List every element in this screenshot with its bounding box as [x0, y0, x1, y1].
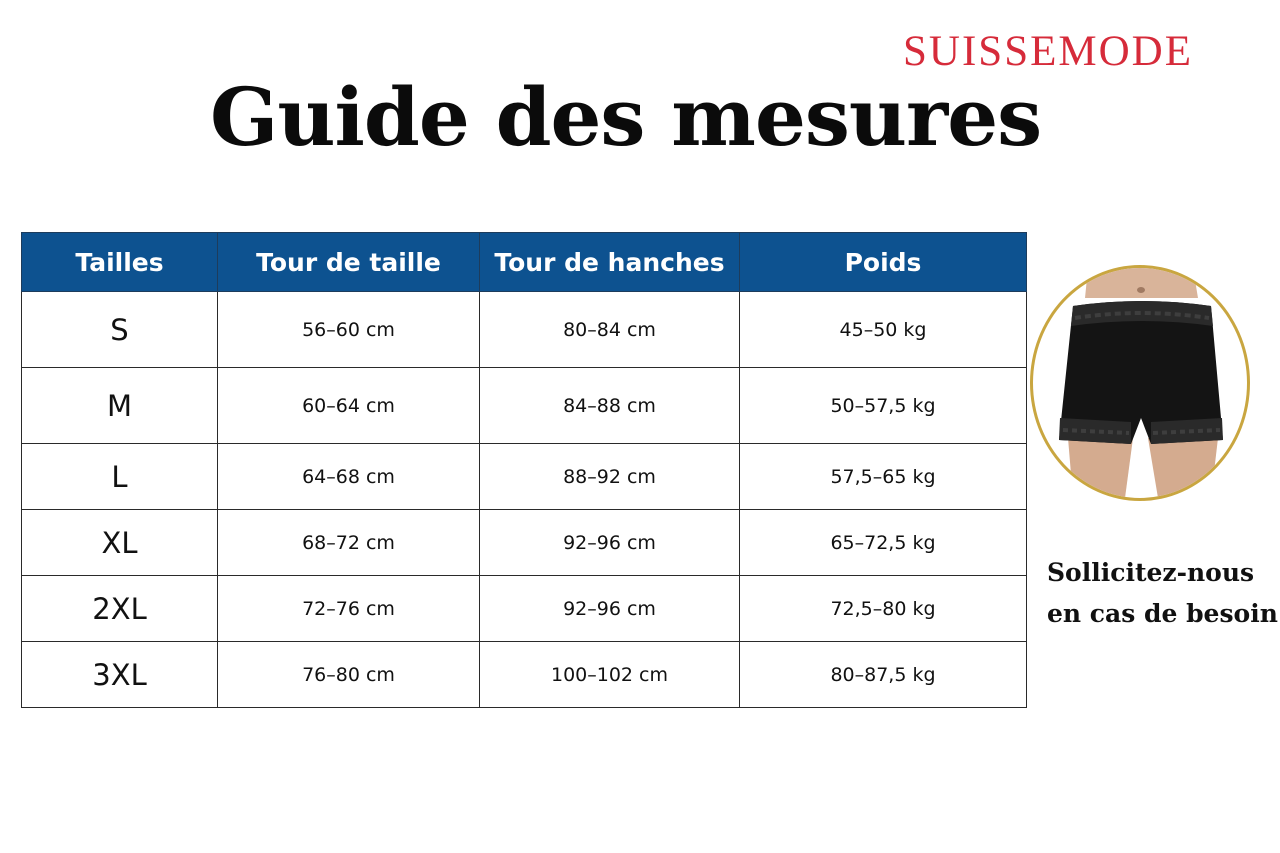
table-row: [22, 510, 1027, 576]
header-waist: Tour de taille: [218, 233, 480, 292]
shorts-illustration: [1033, 268, 1247, 498]
size-table: [21, 232, 1027, 708]
weight-cell: 80–87,5 kg: [740, 642, 1027, 708]
waist-cell: 76–80 cm: [218, 642, 480, 708]
table-row: [22, 576, 1027, 642]
size-cell: M: [22, 368, 218, 444]
size-cell: 3XL: [22, 642, 218, 708]
hips-cell: 100–102 cm: [480, 642, 740, 708]
waist-cell: 64–68 cm: [218, 444, 480, 510]
waist-cell: 72–76 cm: [218, 576, 480, 642]
brand-logo: SUISSEMODE: [903, 28, 1193, 75]
waist-cell: 56–60 cm: [218, 292, 480, 368]
weight-cell: 45–50 kg: [740, 292, 1027, 368]
waist-cell: 68–72 cm: [218, 510, 480, 576]
header-weight: Poids: [740, 233, 1027, 292]
header-sizes: Tailles: [22, 233, 218, 292]
size-cell: 2XL: [22, 576, 218, 642]
hips-cell: 92–96 cm: [480, 576, 740, 642]
table-row: [22, 642, 1027, 708]
weight-cell: 65–72,5 kg: [740, 510, 1027, 576]
hips-cell: 80–84 cm: [480, 292, 740, 368]
size-cell: S: [22, 292, 218, 368]
product-image: [1030, 265, 1250, 501]
hips-cell: 84–88 cm: [480, 368, 740, 444]
help-line-2: en cas de besoin: [1047, 599, 1278, 628]
table-row: [22, 368, 1027, 444]
weight-cell: 50–57,5 kg: [740, 368, 1027, 444]
table-row: [22, 444, 1027, 510]
waist-cell: 60–64 cm: [218, 368, 480, 444]
hips-cell: 88–92 cm: [480, 444, 740, 510]
table-header-row: [22, 233, 1027, 292]
weight-cell: 72,5–80 kg: [740, 576, 1027, 642]
size-cell: XL: [22, 510, 218, 576]
help-line-1: Sollicitez-nous: [1047, 558, 1255, 587]
help-note: [1047, 552, 1278, 634]
hips-cell: 92–96 cm: [480, 510, 740, 576]
weight-cell: 57,5–65 kg: [740, 444, 1027, 510]
header-hips: Tour de hanches: [480, 233, 740, 292]
size-cell: L: [22, 444, 218, 510]
page-title: Guide des mesures: [210, 70, 1042, 164]
table-row: [22, 292, 1027, 368]
